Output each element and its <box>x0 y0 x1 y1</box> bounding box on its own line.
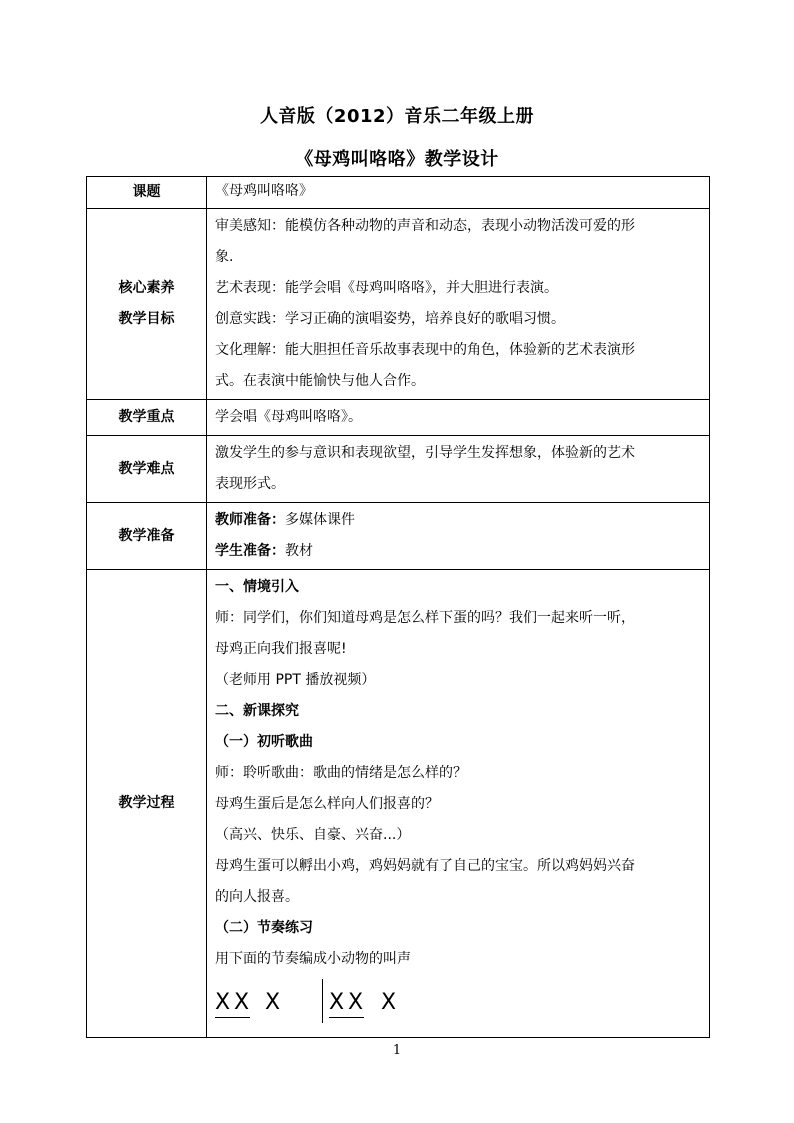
student-prep <box>215 536 703 567</box>
label-process: 教学过程 <box>87 570 207 1038</box>
row-difficulty <box>87 436 710 503</box>
process-line: 师：聆听歌曲：歌曲的情绪是怎么样的？ <box>215 765 467 781</box>
goal-line: 创意实践：学习正确的演唱姿势，培养良好的歌唱习惯。 <box>215 311 565 327</box>
sub2-heading: （二）节奏练习 <box>215 920 313 936</box>
label-topic: 课题 <box>87 177 207 209</box>
process-line: 母鸡生蛋可以孵出小鸡，鸡妈妈就有了自己的宝宝。所以鸡妈妈兴奋 <box>215 858 635 874</box>
sub1-heading: （一）初听歌曲 <box>215 734 313 750</box>
label-goals-line1: 核心素养 <box>118 280 175 296</box>
process-line: 用下面的节奏编成小动物的叫声 <box>215 951 411 967</box>
page-number: 1 <box>392 1043 402 1058</box>
row-topic <box>87 177 710 209</box>
value-key-point: 学会唱《母鸡叫咯咯》。 <box>207 400 710 436</box>
value-goals <box>207 209 710 400</box>
difficulty-line: 表现形式。 <box>215 476 285 492</box>
bar-line <box>322 979 323 1023</box>
rhythm-note: X <box>348 990 364 1015</box>
rhythm-note: X <box>234 990 250 1015</box>
process-line: 师：同学们，你们知道母鸡是怎么样下蛋的吗？我们一起来听一听， <box>215 610 635 626</box>
teacher-prep-value: 多媒体课件 <box>285 512 355 528</box>
value-process <box>207 570 710 1038</box>
process-line: 母鸡正向我们报喜呢! <box>215 641 347 657</box>
label-goals <box>87 209 207 400</box>
process-line: 的向人报喜。 <box>215 889 299 905</box>
process-line: （高兴、快乐、自豪、兴奋...） <box>215 827 411 843</box>
beam-line <box>215 1017 250 1018</box>
document-title: 人音版（2012）音乐二年级上册 <box>259 106 535 127</box>
value-preparation <box>207 503 710 570</box>
goal-line: 文化理解：能大胆担任音乐故事表现中的角色，体验新的艺术表演形 <box>215 342 635 358</box>
teacher-prep <box>215 505 703 536</box>
beam-line <box>329 1017 364 1018</box>
student-prep-label: 学生准备： <box>215 543 285 559</box>
row-preparation <box>87 503 710 570</box>
difficulty-line: 激发学生的参与意识和表现欲望，引导学生发挥想象，体验新的艺术 <box>215 445 635 461</box>
value-difficulty <box>207 436 710 503</box>
section2-heading: 二、新课探究 <box>215 703 299 719</box>
label-key-point: 教学重点 <box>87 400 207 436</box>
label-goals-line2: 教学目标 <box>118 311 175 327</box>
lesson-plan-table <box>86 176 710 1038</box>
value-topic: 《母鸡叫咯咯》 <box>207 177 710 209</box>
label-difficulty: 教学难点 <box>87 436 207 503</box>
section1-heading: 一、情境引入 <box>215 579 299 595</box>
document-subtitle: 《母鸡叫咯咯》教学设计 <box>295 149 499 170</box>
process-line: （老师用 PPT 播放视频） <box>215 672 376 688</box>
goal-line: 审美感知：能模仿各种动物的声音和动态，表现小动物活泼可爱的形 <box>215 218 635 234</box>
goal-line: 式。在表演中能愉快与他人合作。 <box>215 373 425 389</box>
rhythm-note: X <box>265 990 281 1015</box>
row-process <box>87 570 710 1038</box>
goal-line: 象. <box>215 249 234 265</box>
rhythm-notation <box>215 979 703 1035</box>
rhythm-note: X <box>381 990 397 1015</box>
label-preparation: 教学准备 <box>87 503 207 570</box>
goal-line: 艺术表现：能学会唱《母鸡叫咯咯》，并大胆进行表演。 <box>215 280 558 296</box>
teacher-prep-label: 教师准备： <box>215 512 285 528</box>
process-line: 母鸡生蛋后是怎么样向人们报喜的？ <box>215 796 439 812</box>
rhythm-note: X <box>329 990 345 1015</box>
student-prep-value: 教材 <box>285 543 313 559</box>
row-key-point <box>87 400 710 436</box>
rhythm-note: X <box>215 990 231 1015</box>
row-goals <box>87 209 710 400</box>
